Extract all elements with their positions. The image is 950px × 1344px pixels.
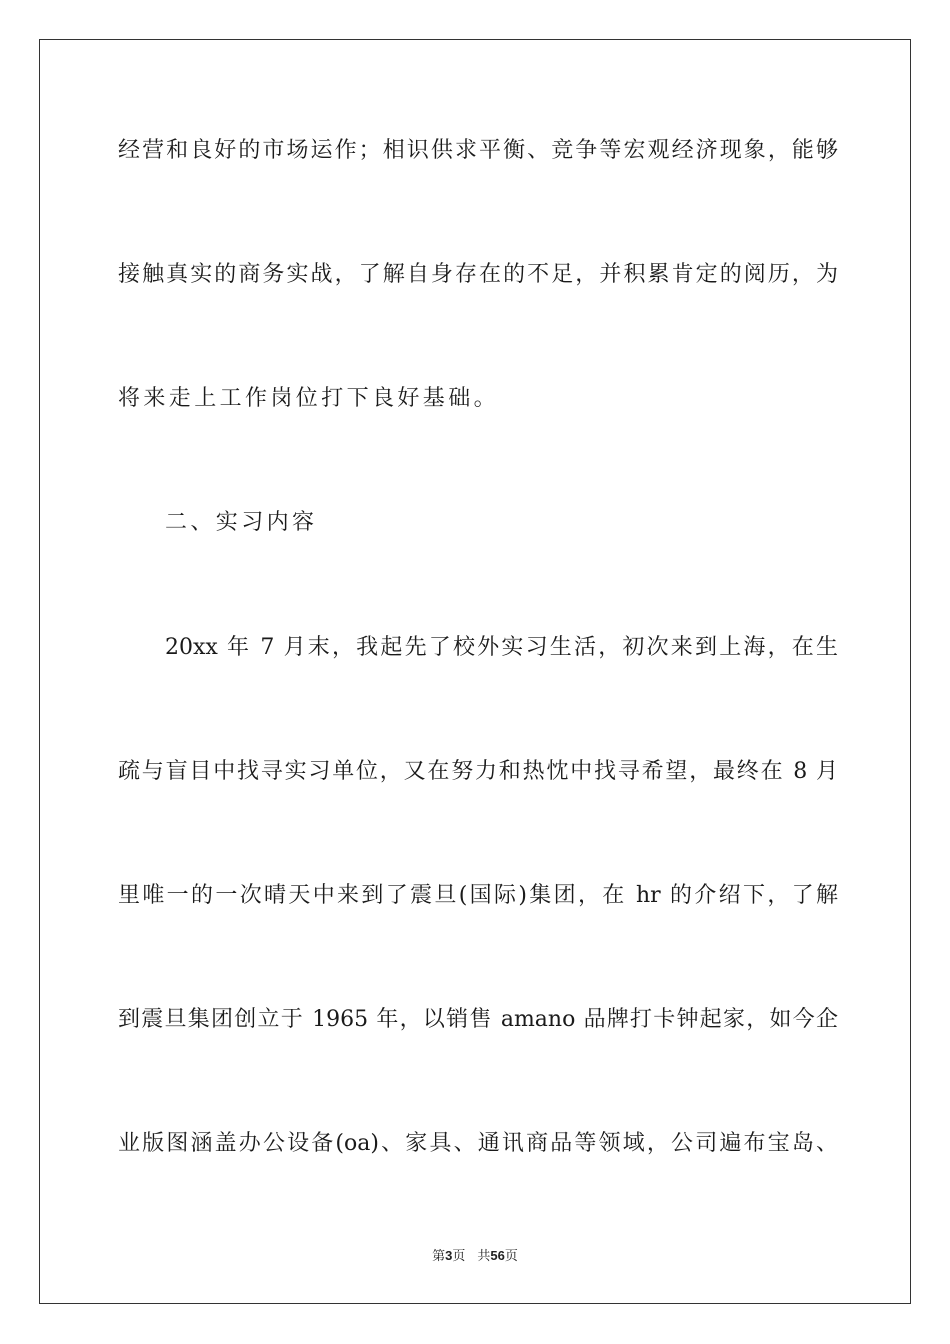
page-number: 3 [445, 1248, 453, 1263]
body-text-line: 经营和良好的市场运作；相识供求平衡、竞争等宏观经济现象，能够 [118, 138, 838, 163]
section-heading: 二、实习内容 [165, 510, 318, 535]
page-border [39, 39, 911, 1304]
body-text-line: 到震旦集团创立于 1965 年，以销售 amano 品牌打卡钟起家，如今企 [118, 1007, 838, 1032]
body-text-line: 将来走上工作岗位打下良好基础。 [118, 386, 500, 411]
total-pages: 56 [490, 1248, 505, 1263]
page-footer [0, 1246, 950, 1267]
page-prefix: 第 [432, 1249, 446, 1264]
body-text-line: 疏与盲目中找寻实习单位，又在努力和热忱中找寻希望，最终在 8 月 [118, 759, 838, 784]
body-text-line: 业版图涵盖办公设备(oa)、家具、通讯商品等领域，公司遍布宝岛、 [118, 1131, 838, 1156]
body-text-line: 里唯一的一次晴天中来到了震旦(国际)集团，在 hr 的介绍下，了解 [118, 883, 838, 908]
page-suffix: 页 [452, 1249, 466, 1264]
total-prefix: 共 [477, 1249, 491, 1264]
body-text-line: 接触真实的商务实战，了解自身存在的不足，并积累肯定的阅历，为 [118, 262, 838, 287]
total-suffix: 页 [504, 1249, 518, 1264]
body-text-line: 20xx 年 7 月末，我起先了校外实习生活，初次来到上海，在生 [165, 635, 838, 660]
